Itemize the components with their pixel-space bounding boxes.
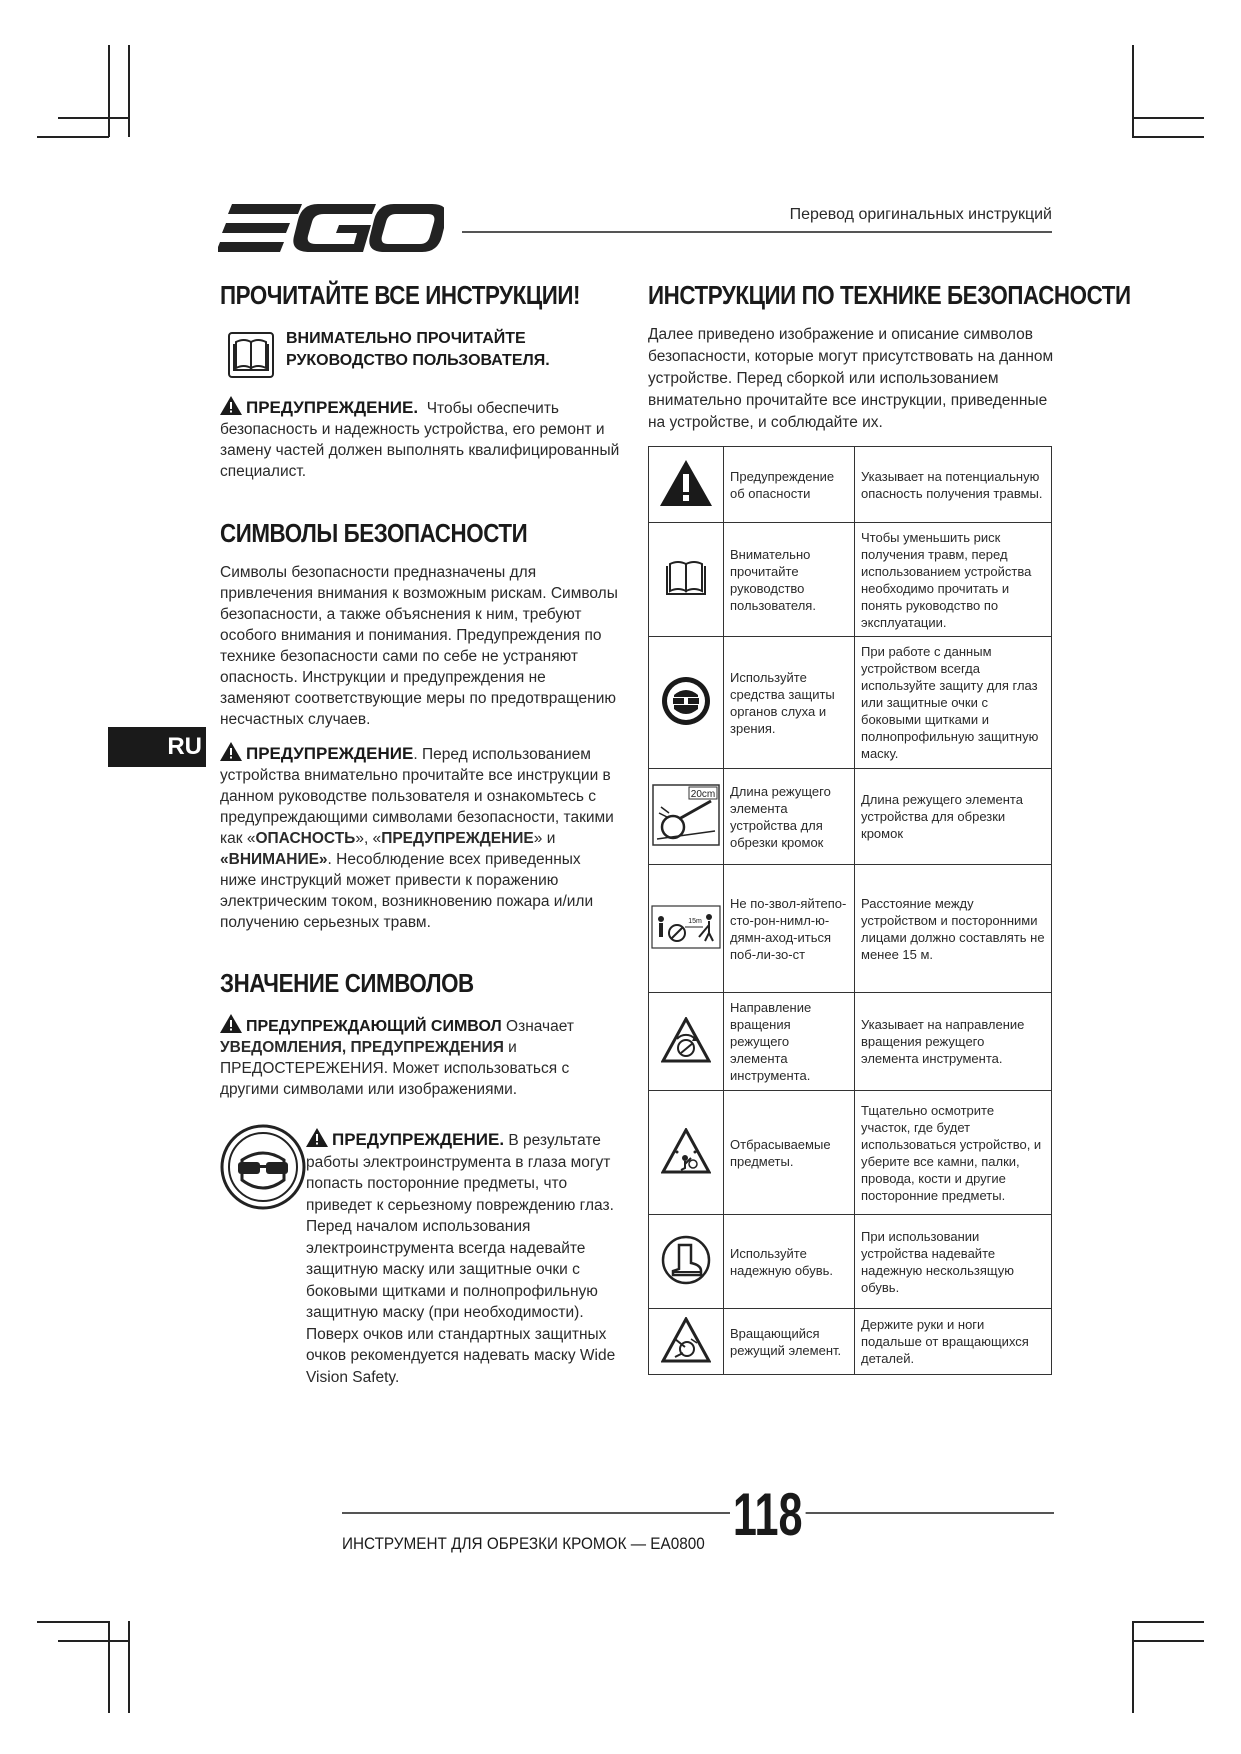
symbol-meaning-bold: УВЕДОМЛЕНИЯ, ПРЕДУПРЕЖДЕНИЯ [220, 1039, 504, 1056]
safety-symbols-title: СИМВОЛЫ БЕЗОПАСНОСТИ [220, 518, 528, 548]
warning-term: ПРЕДУПРЕЖДЕНИЕ [381, 830, 534, 847]
table-row [649, 769, 1052, 865]
symbol-name: Используйте средства защиты органов слуха и зрения. [724, 637, 855, 769]
safety-instructions-intro: Далее приведено изображение и описание символов безопасности, которые могут присутствовать на данном устройстве. Перед сборкой или использованием внимательно прочитайте все инструкции, приведенные на устройстве, и соблюдайте их. [648, 326, 1054, 431]
table-row [649, 1215, 1052, 1309]
symbol-description: Расстояние между устройством и посторонними лицами должно составлять не менее 15 м. [855, 865, 1052, 993]
symbol-name: Направление вращения режущего элемента инструмента. [724, 993, 855, 1091]
safety-symbols-paragraph: Символы безопасности предназначены для привлечения внимания к возможным рискам. Символы безопасности, а также объяснения к ним, требуют особого внимания и понимания. Предупреждения по технике безопасности сами по себе не устраняют опасность. Инструкции и предупреждения не заменяют соответствующие меры по предотвращению несчастных случаев. [220, 564, 618, 728]
symbol-name: Длина режущего элемента устройства для обрезки кромок [724, 769, 855, 865]
ego-logo-icon [218, 202, 444, 258]
warning-triangle-icon [220, 742, 242, 761]
symbol-meaning-text-1: Означает [501, 1018, 574, 1035]
symbol-description: Чтобы уменьшить риск получения травм, перед использованием устройства необходимо прочитать и понять руководство по эксплуатации. [855, 523, 1052, 637]
warning-triangle-icon [220, 1014, 242, 1033]
symbol-name: Внимательно прочитайте руководство пользователя. [724, 523, 855, 637]
symbol-description: При работе с данным устройством всегда используйте защиту для глаз или защитные очки с боковыми щитками и полнопрофильную защитную маску. [855, 637, 1052, 769]
symbol-description: Указывает на направление вращения режущего элемента инструмента. [855, 993, 1052, 1091]
manual-book-icon [665, 560, 707, 596]
cutting-length-icon [651, 783, 721, 847]
page-number: 118 [730, 1484, 805, 1546]
symbol-name: Не по-звол-яйтепо-сто-рон-нимл-ю-дямн-аход-иться поб-ли-зо-ст [724, 865, 855, 993]
eye-warning [306, 1128, 620, 1388]
table-row [649, 523, 1052, 637]
instructions-warning-text-2: . Несоблюдение всех приведенных ниже инструкций может привести к поражению электрическим током, возникновению пожара и/или получению серьезных травм. [220, 851, 594, 931]
repair-warning-label: ПРЕДУПРЕЖДЕНИЕ. [246, 398, 419, 417]
header-subtitle: Перевод оригинальных инструкций [789, 206, 1052, 223]
warning-triangle-icon [658, 458, 714, 508]
instructions-warning [220, 742, 620, 933]
repair-warning-text: Чтобы обеспечить безопасность и надежность устройства, его ремонт и замену частей должен выполнять квалифицированный специалист. [220, 400, 620, 480]
table-row [649, 1309, 1052, 1375]
table-row [649, 447, 1052, 523]
eye-ear-protection-icon [660, 675, 712, 727]
warning-triangle-icon [220, 396, 242, 415]
brand-logo [218, 202, 444, 258]
thrown-objects-icon [661, 1128, 711, 1174]
eye-warning-label: ПРЕДУПРЕЖДЕНИЕ. [332, 1130, 505, 1149]
warning-triangle-icon [306, 1128, 328, 1147]
symbol-description: Тщательно осмотрите участок, где будет использоваться устройство, и уберите все камни, палки, провода, кости и другие посторонние предметы. [855, 1091, 1052, 1215]
manual-book-icon [228, 332, 274, 383]
symbol-name: Предупреждение об опасности [724, 447, 855, 523]
rotation-direction-icon [661, 1017, 711, 1063]
footer-rule [342, 1512, 1054, 1514]
eye-protection-icon [220, 1124, 306, 1215]
instructions-warning-text-1: . Перед использованием устройства внимательно прочитайте все инструкции в данном руководстве пользователя и ознакомьтесь с предупреждающими символами безопасности, такими как « [220, 746, 614, 847]
symbol-meaning-text-2: и ПРЕДОСТЕРЕЖЕНИЯ. Может использоваться с другими символами или изображениями. [220, 1039, 570, 1098]
attention-term: «ВНИМАНИЕ» [220, 851, 328, 868]
term-separator-2: » и [533, 830, 556, 847]
safety-symbols-table [648, 446, 1052, 1375]
symbol-meaning-label: ПРЕДУПРЕЖДАЮЩИЙ СИМВОЛ [246, 1018, 502, 1035]
symbol-description: Указывает на потенциальную опасность получения травмы. [855, 447, 1052, 523]
repair-warning [220, 396, 620, 482]
table-row [649, 993, 1052, 1091]
safety-footwear-icon [661, 1235, 711, 1285]
manual-line-1: ВНИМАТЕЛЬНО ПРОЧИТАЙТЕ [286, 330, 526, 347]
manual-line-2: РУКОВОДСТВО ПОЛЬЗОВАТЕЛЯ. [286, 352, 550, 369]
instructions-warning-label: ПРЕДУПРЕЖДЕНИЕ [246, 744, 414, 763]
term-separator-1: », « [355, 830, 382, 847]
header-rule [462, 231, 1052, 233]
footer-product: ИНСТРУМЕНТ ДЛЯ ОБРЕЗКИ КРОМОК — EA0800 [342, 1534, 705, 1553]
symbol-description: Длина режущего элемента устройства для обрезки кромок [855, 769, 1052, 865]
symbol-meaning [220, 1014, 620, 1100]
rotating-blade-icon [661, 1317, 711, 1363]
table-row [649, 1091, 1052, 1215]
danger-term: ОПАСНОСТЬ [255, 830, 356, 847]
symbol-name: Вращающийся режущий элемент. [724, 1309, 855, 1375]
language-tab: RU [108, 727, 206, 767]
table-row [649, 637, 1052, 769]
symbol-name: Используйте надежную обувь. [724, 1215, 855, 1309]
read-all-title: ПРОЧИТАЙТЕ ВСЕ ИНСТРУКЦИИ! [220, 280, 581, 310]
bystander-distance-icon [651, 905, 721, 949]
symbol-name: Отбрасываемые предметы. [724, 1091, 855, 1215]
meaning-title: ЗНАЧЕНИЕ СИМВОЛОВ [220, 968, 474, 998]
table-row [649, 865, 1052, 993]
symbol-description: Держите руки и ноги подальше от вращающихся деталей. [855, 1309, 1052, 1375]
symbol-description: При использовании устройства надевайте надежную нескользящую обувь. [855, 1215, 1052, 1309]
distance-label: 15m [688, 917, 702, 925]
eye-warning-text: В результате работы электроинструмента в глаза могут попасть посторонние предметы, что приведет к серьезному повреждению глаз. Перед началом использования электроинструмента всегда надевайте защитную маску или защитные очки с боковыми щитками и полнопрофильную защитную маску (при необходимости). Поверх очков или стандартных защитных очков рекомендуется надевать маску Wide Vision Safety. [306, 1132, 616, 1386]
cutting-length-label: 20cm [690, 788, 716, 800]
safety-instructions-title: ИНСТРУКЦИИ ПО ТЕХНИКЕ БЕЗОПАСНОСТИ [648, 280, 1131, 310]
